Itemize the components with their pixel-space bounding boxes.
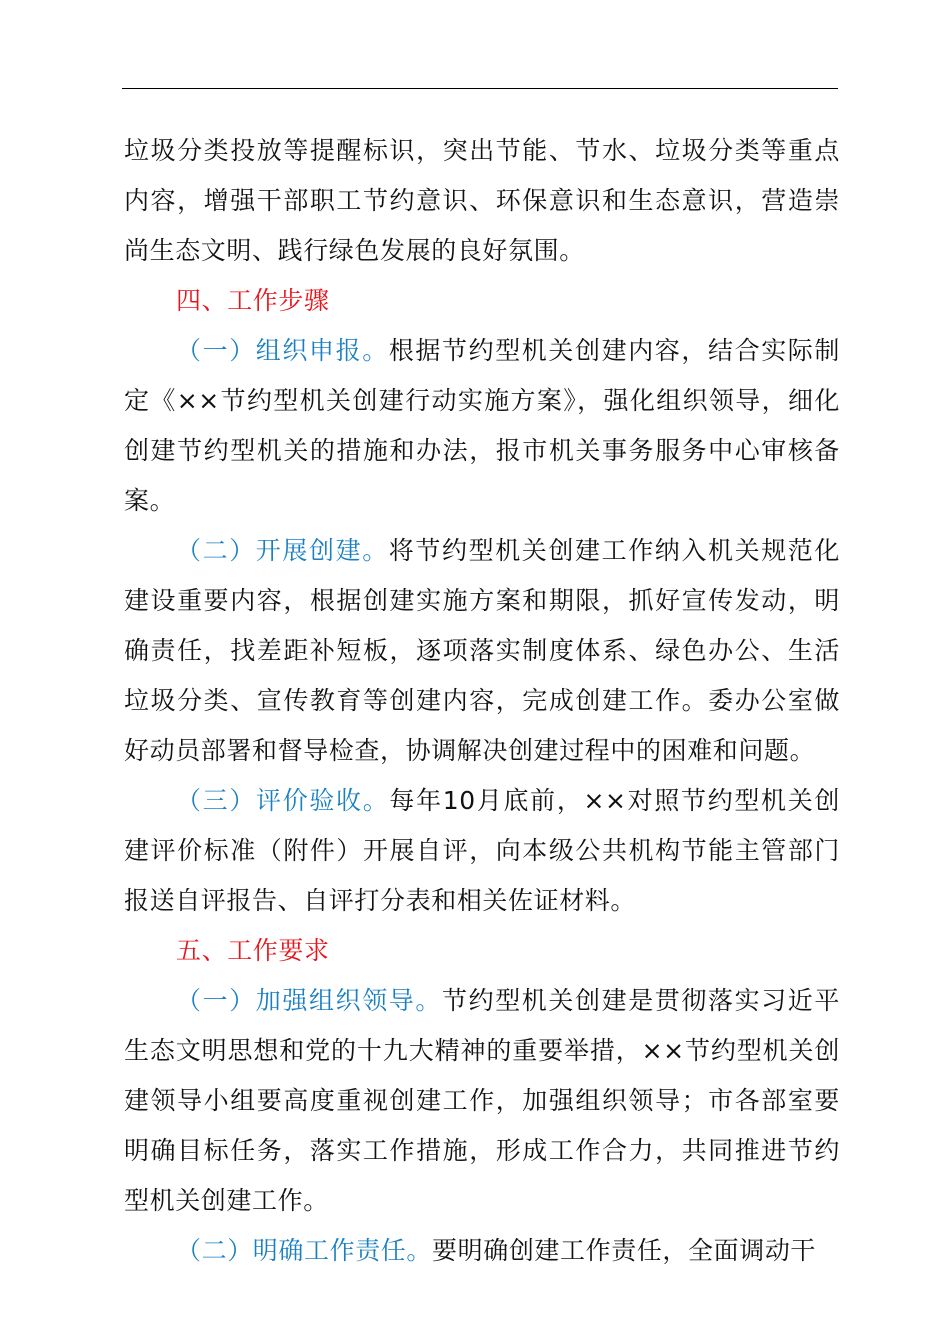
document-body <box>124 126 840 1276</box>
header-rule <box>122 88 838 89</box>
req-1-text: 节约型机关创建是贯彻落实习近平生态文明思想和党的十九大精神的重要举措，××节约型机关创建领导小组要高度重视创建工作，加强组织领导；市各部室要明确目标任务，落实工作措施，形成工作合力，共同推进节约型机关创建工作。 <box>124 986 840 1215</box>
paragraph-req-2 <box>124 1226 840 1276</box>
section-heading-steps: 四、工作步骤 <box>176 286 330 315</box>
step-3-text: 每年10月底前，××对照节约型机关创建评价标准（附件）开展自评，向本级公共机构节能主管部门报送自评报告、自评打分表和相关佐证材料。 <box>124 786 840 915</box>
step-1-lead: （一）组织申报。 <box>176 336 389 365</box>
section-heading-requirements: 五、工作要求 <box>176 936 330 965</box>
req-2-text: 要明确创建工作责任，全面调动干 <box>432 1236 817 1265</box>
req-2-lead: （二）明确工作责任。 <box>176 1236 433 1265</box>
paragraph-step-1 <box>124 326 840 526</box>
paragraph-step-3 <box>124 776 840 926</box>
step-3-lead: （三）评价验收。 <box>176 786 390 815</box>
step-1-text: 根据节约型机关创建内容，结合实际制定《××节约型机关创建行动实施方案》，强化组织领导，细化创建节约型机关的措施和办法，报市机关事务服务中心审核备案。 <box>124 336 840 515</box>
paragraph-continuation: 垃圾分类投放等提醒标识，突出节能、节水、垃圾分类等重点内容，增强干部职工节约意识、环保意识和生态意识，营造崇尚生态文明、践行绿色发展的良好氛围。 <box>124 136 840 265</box>
req-1-lead: （一）加强组织领导。 <box>176 986 442 1015</box>
step-2-text: 将节约型机关创建工作纳入机关规范化建设重要内容，根据创建实施方案和期限，抓好宣传发动，明确责任，找差距补短板，逐项落实制度体系、绿色办公、生活垃圾分类、宣传教育等创建内容，完成创建工作。委办公室做好动员部署和督导检查，协调解决创建过程中的困难和问题。 <box>124 536 840 765</box>
step-2-lead: （二）开展创建。 <box>176 536 389 565</box>
paragraph-step-2 <box>124 526 840 776</box>
paragraph-req-1 <box>124 976 840 1226</box>
